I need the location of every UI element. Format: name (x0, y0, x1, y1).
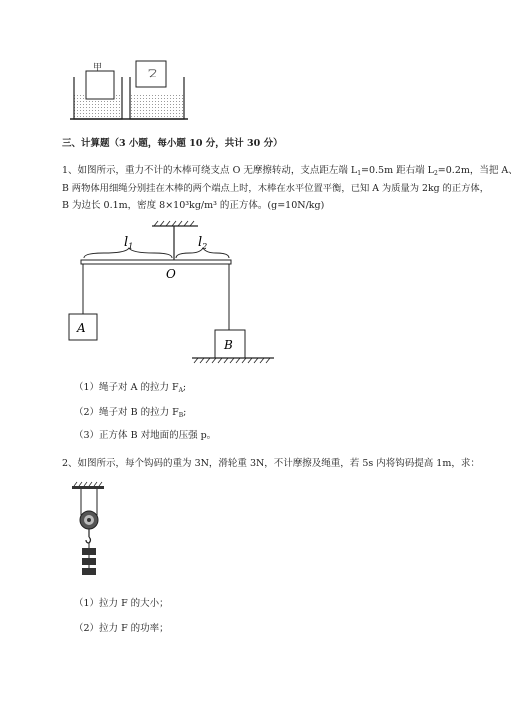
label-a: A (77, 321, 86, 335)
weight-1 (82, 548, 96, 555)
section-title: 三、计算题（3 小题，每小题 10 分，共计 30 分） (62, 138, 283, 149)
lever-figure (60, 218, 300, 366)
q1-line3: B 为边长 0.1m，密度 8×10³kg/m³ 的正方体。(g=10N/kg) (62, 200, 325, 211)
label-l1: $l_1$ (124, 235, 134, 251)
pulley-figure (68, 482, 108, 582)
label-l2: $l_2$ (198, 235, 208, 251)
q1-line2: B 两物体用细绳分别挂在木棒的两个端点上时，木棒在水平位置平衡，已知 A 为质量为 2kg 的正方体， (62, 183, 489, 194)
block-jia (86, 71, 114, 99)
q2-line1: 2、如图所示，每个钩码的重为 3N，滑轮重 3N，不计摩擦及绳重，若 5s 内将钩码提高 1m，求： (62, 458, 480, 469)
label-o: O (166, 267, 176, 281)
beakers-figure (70, 55, 200, 125)
q2-sub2: （2）拉力 F 的功率； (74, 623, 169, 634)
q1-sub3: （3）正方体 B 对地面的压强 p。 (74, 430, 217, 441)
q1-sub2: （2）绳子对 B 的拉力 $F_B$; (74, 407, 187, 419)
label-jia: 甲 (93, 63, 103, 73)
label-b: B (224, 338, 233, 352)
q2-sub1: （1）拉力 F 的大小； (74, 598, 169, 609)
label-yi: 乙 (148, 67, 158, 77)
weight-3 (82, 568, 96, 575)
weight-2 (82, 558, 96, 565)
q1-line1: 1、如图所示，重力不计的木棒可绕支点 O 无摩擦转动，支点距左端 $L_1=0.5m$ 距右端 $L_2=0.2m$，当把 A、 (62, 165, 518, 177)
q1-sub1: （1）绳子对 A 的拉力 $F_A$; (74, 382, 187, 394)
left-container (74, 71, 122, 119)
lever-bar (81, 260, 231, 264)
